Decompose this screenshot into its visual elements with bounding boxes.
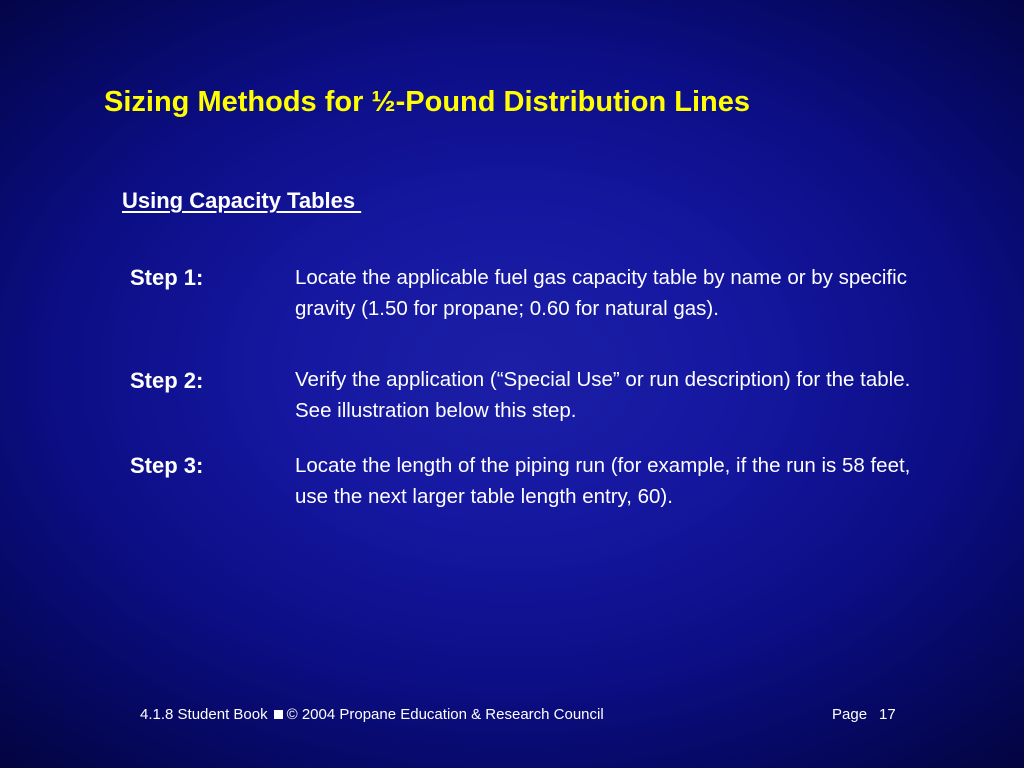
step-3-text: Locate the length of the piping run (for example, if the run is 58 feet, use the next larger table length entry, 60). (295, 454, 911, 508)
step-1-text: Locate the applicable fuel gas capacity table by name or by specific gravity (1.50 for propane; 0.60 for natural gas). (295, 266, 907, 320)
step-1-label: Step 1: (130, 265, 204, 290)
section-heading: Using Capacity Tables (122, 188, 362, 213)
footer-course-ref: 4.1.8 Student Book (140, 706, 268, 723)
footer-credits (140, 706, 604, 723)
step-2-label: Step 2: (130, 368, 204, 393)
square-bullet-icon (274, 710, 283, 719)
footer-page (832, 706, 896, 723)
footer-page-label: Page (832, 706, 868, 723)
slide-title: Sizing Methods for ½-Pound Distribution Lines (104, 86, 751, 118)
step-2-text: Verify the application (“Special Use” or run description) for the table. See illustration below this step. (295, 368, 911, 422)
step-3-label: Step 3: (130, 453, 204, 478)
footer-page-number: 17 (879, 706, 896, 723)
footer-copyright: © 2004 Propane Education & Research Council (286, 706, 604, 723)
